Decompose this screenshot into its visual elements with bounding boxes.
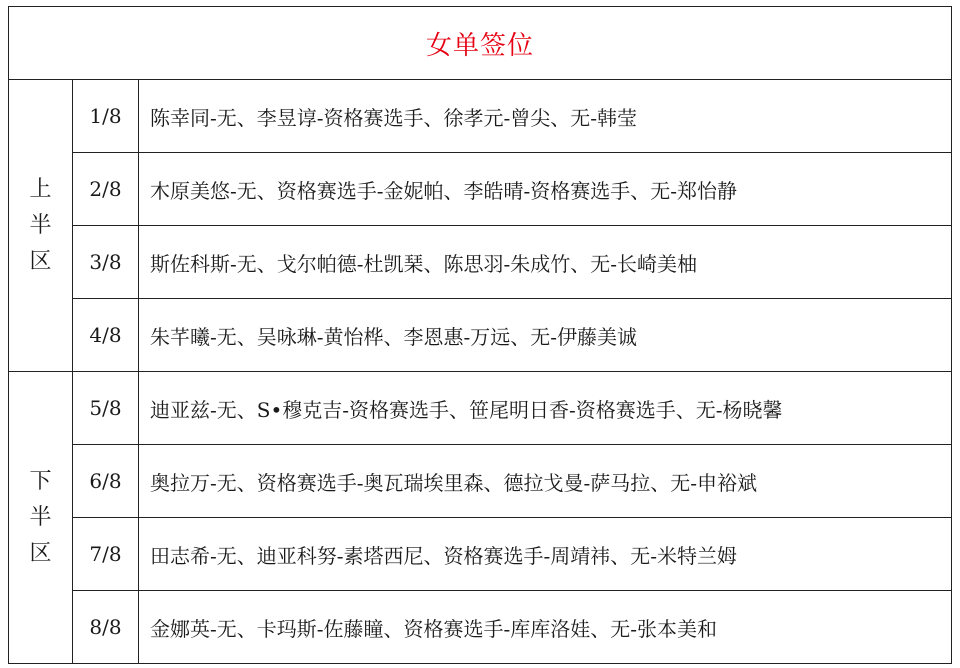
- table-row: [9, 591, 952, 664]
- draw-matchups: 朱芊曦-无、吴咏琳-黄怡桦、李恩惠-万远、无-伊藤美诚: [139, 299, 952, 372]
- draw-matchups: 木原美悠-无、资格赛选手-金妮帕、李皓晴-资格赛选手、无-郑怡静: [139, 153, 952, 226]
- draw-position: 1/8: [73, 80, 139, 153]
- half-label-char: 区: [29, 248, 52, 274]
- draw-position: 2/8: [73, 153, 139, 226]
- half-label-char: 半: [29, 212, 52, 238]
- half-label-upper: [9, 80, 73, 372]
- draw-matchups: 迪亚兹-无、S•穆克吉-资格赛选手、笹尾明日香-资格赛选手、无-杨晓馨: [139, 372, 952, 445]
- half-label-char: 半: [29, 504, 52, 530]
- table-title: 女单签位: [9, 7, 952, 80]
- title-row: [9, 7, 952, 80]
- draw-matchups: 金娜英-无、卡玛斯-佐藤瞳、资格赛选手-库库洛娃、无-张本美和: [139, 591, 952, 664]
- draw-matchups: 奥拉万-无、资格赛选手-奥瓦瑞埃里森、德拉戈曼-萨马拉、无-申裕斌: [139, 445, 952, 518]
- table-row: [9, 445, 952, 518]
- draw-position: 8/8: [73, 591, 139, 664]
- table-row: [9, 299, 952, 372]
- draw-table: [8, 6, 952, 664]
- half-label-char: 下: [29, 468, 52, 494]
- half-label-char: 上: [29, 176, 52, 202]
- table-row: [9, 226, 952, 299]
- table-row: [9, 372, 952, 445]
- draw-position: 4/8: [73, 299, 139, 372]
- half-label-char: 区: [29, 540, 52, 566]
- table-row: [9, 518, 952, 591]
- half-label-lower: [9, 372, 73, 664]
- draw-position: 6/8: [73, 445, 139, 518]
- table-row: [9, 153, 952, 226]
- draw-matchups: 斯佐科斯-无、戈尔帕德-杜凯琹、陈思羽-朱成竹、无-长崎美柚: [139, 226, 952, 299]
- table-row: [9, 80, 952, 153]
- draw-position: 3/8: [73, 226, 139, 299]
- draw-position: 7/8: [73, 518, 139, 591]
- draw-matchups: 陈幸同-无、李昱谆-资格赛选手、徐孝元-曾尖、无-韩莹: [139, 80, 952, 153]
- draw-position: 5/8: [73, 372, 139, 445]
- draw-matchups: 田志希-无、迪亚科努-素塔西尼、资格赛选手-周靖祎、无-米特兰姆: [139, 518, 952, 591]
